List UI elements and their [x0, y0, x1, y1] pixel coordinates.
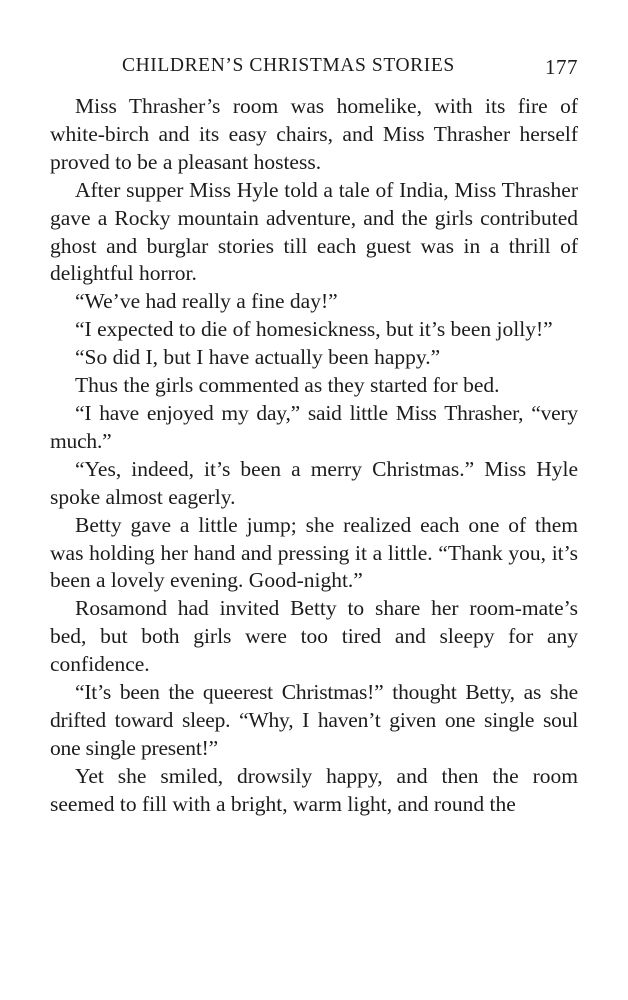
paragraph: Yet she smiled, drowsily happy, and then the room seemed to fill with a bright, warm light, and round the [50, 763, 578, 816]
paragraph: “We’ve had really a fine day!” [75, 289, 338, 314]
paragraph: “I have enjoyed my day,” said little Miss Thrasher, “very much.” [50, 400, 578, 453]
running-title: CHILDREN’S CHRISTMAS STORIES [122, 55, 455, 76]
body-text [50, 93, 578, 819]
running-head [50, 55, 578, 85]
paragraph: “It’s been the queerest Christmas!” thought Betty, as she drifted toward sleep. “Why, I haven’t given one single soul one single present!” [50, 680, 578, 760]
paragraph: “Yes, indeed, it’s been a merry Christmas.” Miss Hyle spoke almost eagerly. [50, 456, 578, 509]
paragraph: “I expected to die of homesickness, but it’s been jolly!” [75, 317, 553, 342]
paragraph: After supper Miss Hyle told a tale of India, Miss Thrasher gave a Rocky mountain adventure, and the girls contributed ghost and burglar stories till each guest was in a thrill of delightful horror. [50, 177, 578, 286]
paragraph: “So did I, but I have actually been happy.” [75, 345, 441, 370]
page-number: 177 [545, 55, 578, 79]
paragraph: Miss Thrasher’s room was homelike, with its fire of white-birch and its easy chairs, and Miss Thrasher herself proved to be a pleasant hostess. [50, 94, 578, 174]
paragraph: Thus the girls commented as they started for bed. [75, 373, 500, 398]
paragraph: Rosamond had invited Betty to share her room-mate’s bed, but both girls were too tired and sleepy for any confidence. [50, 596, 578, 677]
paragraph: Betty gave a little jump; she realized each one of them was holding her hand and pressing it a little. “Thank you, it’s been a lovely evening. Good-night.” [50, 512, 578, 593]
